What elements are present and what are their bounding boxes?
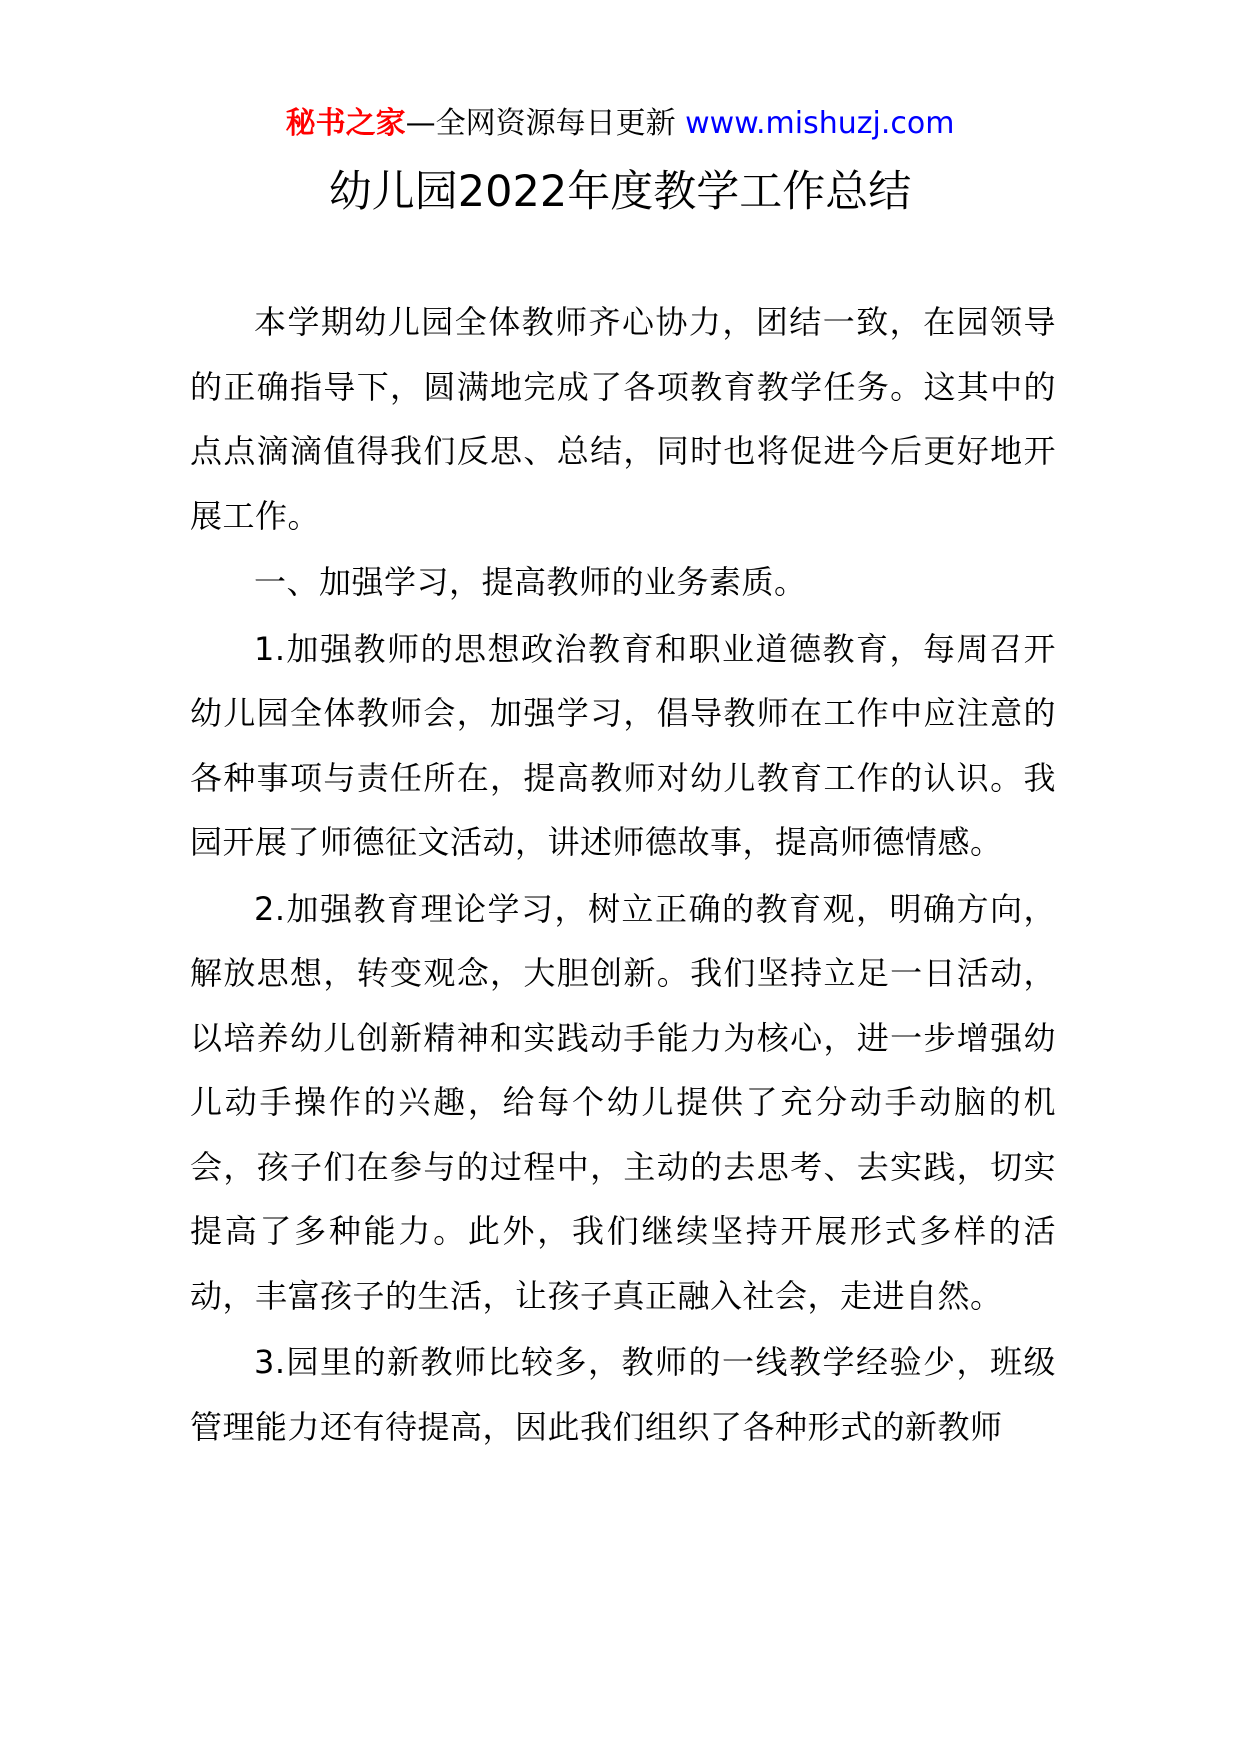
paragraph-item-2: 2.加强教育理论学习，树立正确的教育观，明确方向，解放思想，转变观念，大胆创新。我们坚持立足一日活动，以培养幼儿创新精神和实践动手能力为核心，进一步增强幼儿动手操作的兴趣，给每个幼儿提供了充分动手动脑的机会，孩子们在参与的过程中，主动的去思考、去实践，切实提高了多种能力。此外，我们继续坚持开展形式多样的活动，丰富孩子的生活，让孩子真正融入社会，走进自然。	[190, 889, 1056, 1315]
paragraph-item-3: 3.园里的新教师比较多，教师的一线教学经验少，班级管理能力还有待提高，因此我们组织了各种形式的新教师	[190, 1343, 1056, 1446]
site-header	[0, 104, 1240, 144]
section-heading-1: 一、加强学习，提高教师的业务素质。	[254, 563, 807, 601]
document-body	[190, 290, 1056, 1461]
paragraph-item-1: 1.加强教师的思想政治教育和职业道德教育，每周召开幼儿园全体教师会，加强学习，倡导教师在工作中应注意的各种事项与责任所在，提高教师对幼儿教育工作的认识。我园开展了师德征文活动，讲述师德故事，提高师德情感。	[190, 629, 1056, 861]
site-url-link[interactable]: www.mishuzj.com	[685, 106, 955, 141]
document-title: 幼儿园2022年度教学工作总结	[328, 167, 912, 217]
site-brand: 秘书之家	[285, 106, 406, 141]
paragraph-intro: 本学期幼儿园全体教师齐心协力，团结一致，在园领导的正确指导下，圆满地完成了各项教育教学任务。这其中的点点滴滴值得我们反思、总结，同时也将促进今后更好地开展工作。	[190, 303, 1056, 535]
site-slogan: —全网资源每日更新	[405, 106, 676, 141]
